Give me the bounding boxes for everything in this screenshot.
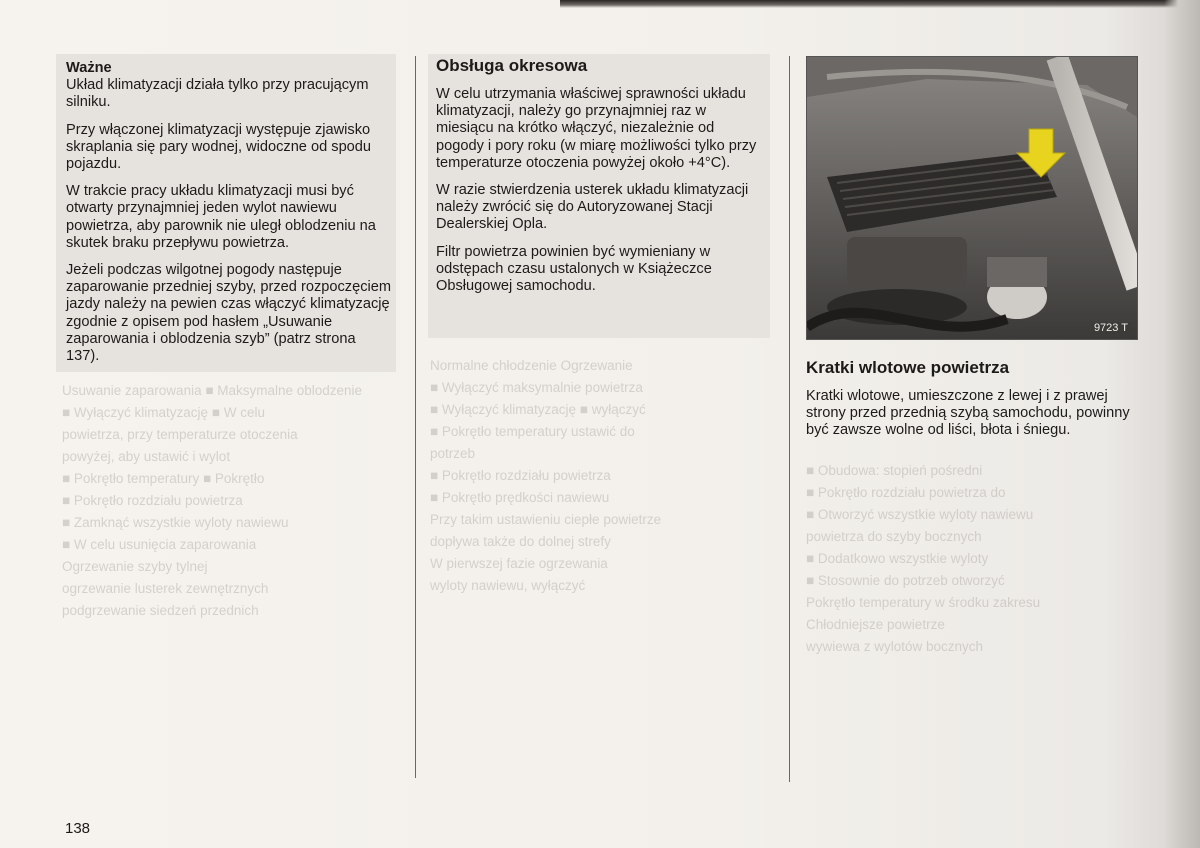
- paragraph: Kratki wlotowe, umieszczone z lewej i z prawej strony przed przednią szybą samochodu, powinny być zawsze wolne od liści, błota i śniegu.: [806, 388, 1130, 439]
- engine-bay-photo: [806, 56, 1138, 340]
- middle-column: [436, 56, 766, 305]
- important-heading: Ważne: [66, 60, 112, 76]
- left-column: [66, 60, 392, 375]
- bleed-through-right: ■ Obudowa: stopień pośredni ■ Pokrętło rozdziału powietrza do ■ Otworzyć wszystkie wyloty nawiewu powietrza do szyby bocznych ■ Dodatkowo wszystkie wyloty ■ Stosownie do potrzeb otworzyć Pokrętło temperatury w środku zakresu Chłodniejsze powietrze wywiewa z wylotów bocznych: [806, 463, 1041, 654]
- column-divider-left: [415, 56, 416, 778]
- page-number: 138: [65, 820, 91, 837]
- engine-bay-illustration: [807, 57, 1137, 339]
- paragraph: Przy włączonej klimatyzacji występuje zjawisko skraplania się pary wodnej, widoczne od spodu pojazdu.: [66, 121, 372, 173]
- paragraph: Jeżeli podczas wilgotnej pogody następuje zaparowanie przedniej szyby, przed rozpoczęciem jazdy należy na pewien czas włączyć klimatyzację zgodnie z opisem pod hasłem „Usuwanie zaparowania i oblodzenia szyb” (patrz strona 137).: [66, 262, 392, 365]
- scan-edge-shadow: [560, 0, 1200, 8]
- paragraph: W celu utrzymania właściwej sprawności układu klimatyzacji, należy go przynajmniej raz w miesiącu na krótko włączyć, niezależnie od pogody i pory roku (w miarę możliwości tylko przy temperaturze otoczenia powyżej około +4°C).: [436, 86, 757, 171]
- section-title: Kratki wlotowe powietrza: [806, 358, 1010, 377]
- paragraph: W trakcie pracy układu klimatyzacji musi być otwarty przynajmniej jeden wylot nawiewu powietrza, aby parownik nie uległ oblodzeniu na skutek braku przepływu powietrza.: [66, 183, 376, 251]
- photo-code: 9723 T: [1091, 322, 1131, 334]
- section-title: Obsługa okresowa: [436, 56, 588, 75]
- right-column: [806, 358, 1140, 450]
- page-gutter-shadow: [1164, 0, 1200, 848]
- paragraph: W razie stwierdzenia usterek układu klimatyzacji należy zwrócić się do Autoryzowanej Stacji Dealerskiej Opla.: [436, 182, 749, 233]
- paragraph: Filtr powietrza powinien być wymieniany w odstępach czasu ustalonych w Książeczce Obsługowej samochodu.: [436, 243, 712, 295]
- column-divider-right: [789, 56, 790, 782]
- bleed-through-middle: Normalne chłodzenie Ogrzewanie ■ Wyłączyć maksymalnie powietrza ■ Wyłączyć klimatyzację ■ wyłączyć ■ Pokrętło temperatury ustawić do potrzeb ■ Pokrętło rozdziału powietrza ■ Pokrętło prędkości nawiewu Przy takim ustawieniu ciepłe powietrze dopływa także do dolnej strefy W pierwszej fazie ogrzewania wyloty nawiewu, wyłączyć: [430, 358, 662, 593]
- bleed-through-left: Usuwanie zaparowania ■ Maksymalne oblodzenie ■ Wyłączyć klimatyzację ■ W celu powietrza, przy temperaturze otoczenia powyżej, aby ustawić i wylot ■ Pokrętło temperatury ■ Pokrętło ■ Pokrętło rozdziału powietrza ■ Zamknąć wszystkie wyloty nawiewu ■ W celu usunięcia zaparowania Ogrzewanie szyby tylnej ogrzewanie lusterek zewnętrznych podgrzewanie siedzeń przednich: [62, 383, 363, 618]
- paragraph: Układ klimatyzacji działa tylko przy pracującym silniku.: [66, 77, 369, 111]
